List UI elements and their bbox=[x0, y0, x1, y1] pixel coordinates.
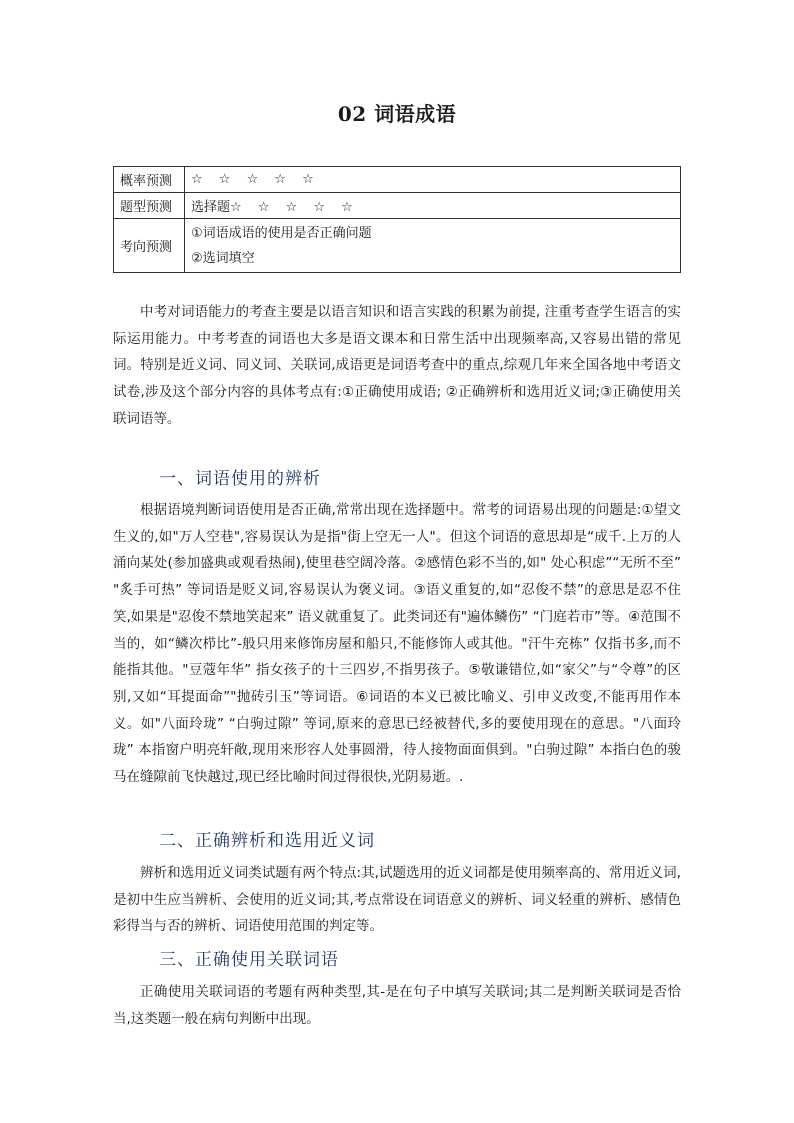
section-body-2: 辨析和选用近义词类试题有两个特点:其,试题选用的近义词都是使用频率高的、常用近义词,是初中生应当辨析、会使用的近义词;其,考点常设在词语意义的辨析、词义轻重的辨析、感情色彩得当与否的辨析、词语使用范围的判定等。 bbox=[113, 865, 681, 935]
exam-direction-value bbox=[185, 219, 681, 273]
exam-direction-line: ①词语成语的使用是否正确问题 bbox=[191, 225, 372, 241]
section-heading-1: 一、词语使用的辨析 bbox=[159, 469, 321, 489]
question-type-label: 题型预测 bbox=[114, 193, 185, 219]
prediction-table bbox=[113, 166, 681, 273]
section-body-1: 根据语境判断词语使用是否正确,常常出现在选择题中。常考的词语易出现的问题是:①望文生义的,如"万人空巷",容易误认为是指"街上空无一人"。但这个词语的意思却是“成千.上万的人涌向某处(参加盛典或观看热闹),使里巷空阔冷落。②感情色彩不当的,如" 处心积虑”“无所不至” "炙手可热” 等词语是贬义词,容易误认为褒义词。③语义重复的,如“忍俊不禁”的意思是忍不住笑,如果是"忍俊不禁地笑起来” 语义就重复了。此类词还有"遍体鳞伤” “门庭若市”等。④范围不当的，如“鳞次栉比”-般只用来修饰房屋和船只,不能修饰人或其他。"汗牛充栋” 仅指书多,而不能指其他。"豆蔻年华” 指女孩子的十三四岁,不指男孩子。⑤敬谦错位,如“家父”与“令尊”的区别,又如“耳提面命”"抛砖引玉”等词语。⑥词语的本义已被比喻义、引申义改变,不能再用作本义。如"八面玲珑” “白驹过隙” 等词,原来的意思已经被替代,多的要使用现在的意思。"八面玲珑” 本指窗户明亮轩敞,现用来形容人处事圆滑，待人接物面面俱到。"白驹过隙” 本指白色的骏马在缝隙前飞快越过,现已经比喻时间过得很快,光阴易逝。. bbox=[113, 502, 681, 786]
section-heading-2: 二、正确辨析和选用近义词 bbox=[159, 831, 375, 851]
section-body-3: 正确使用关联词语的考题有两种类型,其-是在句子中填写关联词;其二是判断关联词是否恰当,这类题一般在病句判断中出现。 bbox=[113, 984, 681, 1027]
probability-label: 概率预测 bbox=[114, 167, 185, 193]
table-row bbox=[114, 167, 681, 193]
exam-direction-label: 考向预测 bbox=[114, 219, 185, 273]
question-type-prefix: 选择题 bbox=[191, 200, 231, 215]
probability-stars: ☆ ☆ ☆ ☆ ☆ bbox=[185, 167, 681, 193]
question-type-value bbox=[185, 193, 681, 219]
question-type-stars: ☆ ☆ ☆ ☆ ☆ bbox=[230, 200, 359, 215]
intro-paragraph: 中考对词语能力的考查主要是以语言知识和语言实践的积累为前提, 注重考查学生语言的实际运用能力。中考考查的词语也大多是语文课本和日常生活中出现频率高,又容易出错的常见词。特别是近义词、同义词、关联词,成语更是词语考查中的重点,综观几年来全国各地中考语文试卷,涉及这个部分内容的具体考点有:①正确使用成语; ②正确辨析和选用近义词;③正确使用关联词语等。 bbox=[113, 304, 681, 427]
section-heading-3: 三、正确使用关联词语 bbox=[159, 950, 339, 970]
document-title: 02 词语成语 bbox=[337, 102, 457, 126]
exam-direction-line: ②选词填空 bbox=[191, 250, 255, 266]
table-row bbox=[114, 193, 681, 219]
table-row bbox=[114, 219, 681, 273]
